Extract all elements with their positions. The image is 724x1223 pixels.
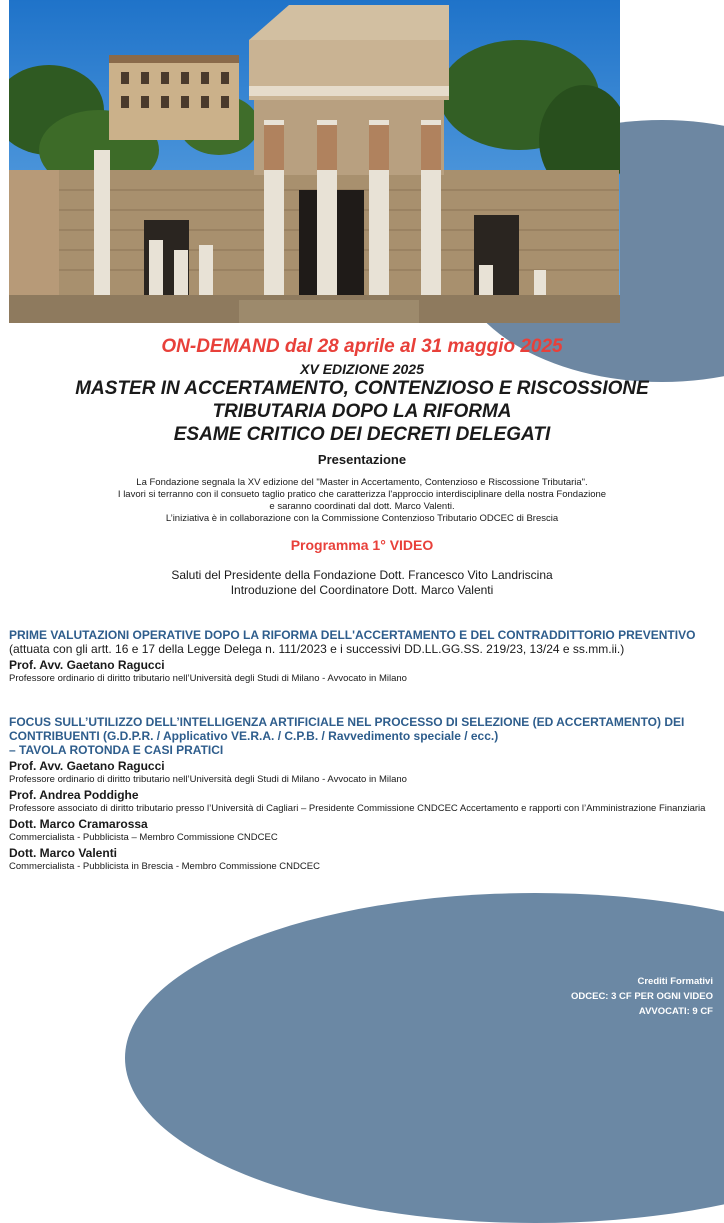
- saluti-line: Introduzione del Coordinatore Dott. Marco Valenti: [230, 583, 494, 597]
- intro-paragraph: [0, 477, 724, 525]
- crediti-odcec: ODCEC: 3 CF PER OGNI VIDEO: [571, 991, 713, 1002]
- presentazione-heading: Presentazione: [317, 452, 407, 467]
- speaker-name: Prof. Avv. Gaetano Ragucci: [9, 759, 165, 773]
- edition-label: XV EDIZIONE 2025: [300, 361, 424, 377]
- intro-line: I lavori si terranno con il consueto taglio pratico che caratterizza l'approccio interdisciplinare della nostra Fondazione: [117, 489, 607, 500]
- master-title: [0, 377, 724, 446]
- speaker-name: Prof. Avv. Gaetano Ragucci: [9, 658, 165, 672]
- session-2-title-line-1: FOCUS SULL’UTILIZZO DELL’INTELLIGENZA ARTIFICIALE NEL PROCESSO DI SELEZIONE (ED ACCERTAMENTO) DEI: [9, 715, 685, 729]
- saluti-line: Saluti del Presidente della Fondazione Dott. Francesco Vito Landriscina: [171, 568, 553, 582]
- session-2: [9, 715, 709, 873]
- session-1-title: PRIME VALUTAZIONI OPERATIVE DOPO LA RIFORMA DELL'ACCERTAMENTO E DEL CONTRADDITTORIO PREVENTIVO: [9, 628, 696, 642]
- master-title-line-1: MASTER IN ACCERTAMENTO, CONTENZIOSO E RISCOSSIONE: [75, 378, 649, 399]
- programma-heading: Programma 1° VIDEO: [290, 537, 434, 553]
- session-2-title-line-3: – TAVOLA ROTONDA E CASI PRATICI: [9, 743, 224, 757]
- saluti-block: [0, 568, 724, 598]
- speaker-role: Professore ordinario di diritto tributario nell’Università degli Studi di Milano - Avvocato in Milano: [9, 774, 407, 785]
- session-2-title-line-2: CONTRIBUENTI (G.D.P.R. / Applicativo VE.R.A. / C.P.B. / Ravvedimento speciale / ecc.): [9, 729, 499, 743]
- intro-line: L’iniziativa è in collaborazione con la Commissione Contenzioso Tributario ODCEC di Brescia: [165, 513, 559, 524]
- crediti-heading: Crediti Formativi: [637, 976, 713, 987]
- master-title-line-3: ESAME CRITICO DEI DECRETI DELEGATI: [173, 424, 551, 445]
- speaker-role: Professore ordinario di diritto tributario nell’Università degli Studi di Milano - Avvocato in Milano: [9, 673, 407, 684]
- crediti-avvocati: AVVOCATI: 9 CF: [638, 1006, 713, 1017]
- speaker-name: Dott. Marco Cramarossa: [9, 817, 148, 831]
- speaker-role: Professore associato di diritto tributario presso l’Università di Cagliari – Presidente Commissione CNDCEC Accertamento e rapporti con l’Amministrazione Finanziaria: [9, 803, 706, 814]
- session-1-subtitle: (attuata con gli artt. 16 e 17 della Legge Delega n. 111/2023 e i successivi DD.LL.GG.SS. 219/23, 13/24 e ss.mm.ii.): [9, 642, 625, 656]
- temple-photo: [9, 0, 620, 323]
- intro-line: La Fondazione segnala la XV edizione del "Master in Accertamento, Contenzioso e Riscossione Tributaria".: [136, 477, 588, 488]
- speaker-name: Prof. Andrea Poddighe: [9, 788, 139, 802]
- speaker-role: Commercialista - Pubblicista – Membro Commissione CNDCEC: [9, 832, 278, 843]
- intro-line: e saranno coordinati dal dott. Marco Valenti.: [269, 501, 455, 512]
- crediti-formativi-box: [571, 974, 713, 1019]
- session-1: [9, 628, 709, 685]
- ondemand-dates: ON-DEMAND dal 28 aprile al 31 maggio 2025: [161, 336, 563, 357]
- speaker-role: Commercialista - Pubblicista in Brescia - Membro Commissione CNDCEC: [9, 861, 320, 872]
- master-title-line-2: TRIBUTARIA DOPO LA RIFORMA: [212, 401, 512, 422]
- speaker-name: Dott. Marco Valenti: [9, 846, 118, 860]
- decorative-blob-bottom: [125, 893, 724, 1223]
